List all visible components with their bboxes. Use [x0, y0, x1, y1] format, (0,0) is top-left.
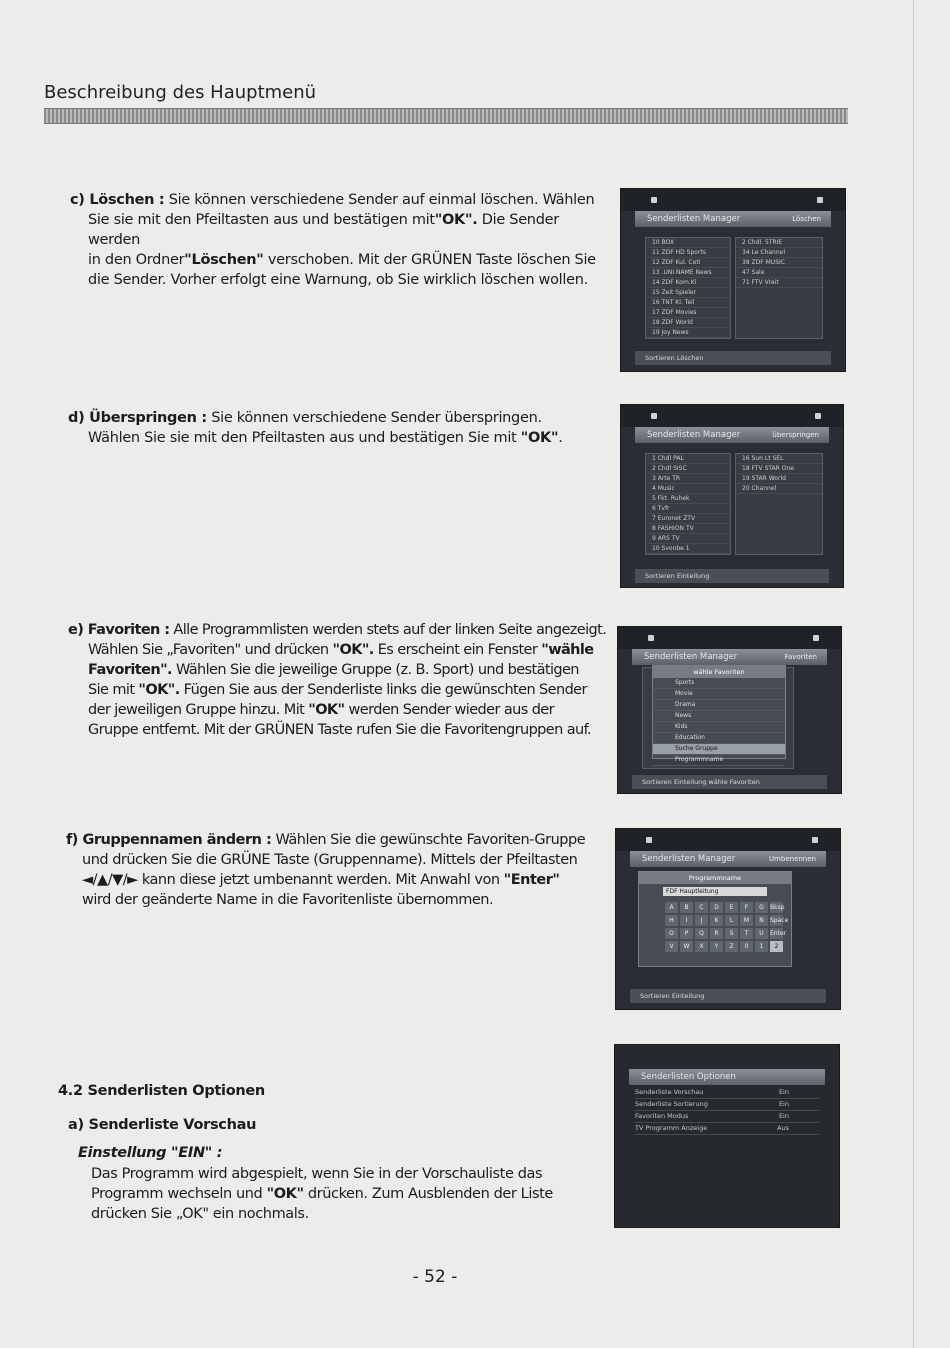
section-d-line: . [558, 430, 563, 446]
popup-item[interactable]: Education [653, 733, 785, 744]
key[interactable]: Space [770, 917, 789, 924]
option-row[interactable]: Senderliste Sortierung Ein [635, 1099, 819, 1111]
popup-item[interactable]: Movie [653, 689, 785, 700]
screen-footer: Sortieren Einteilung [635, 569, 829, 583]
section-d-text [68, 408, 608, 448]
options-text [91, 1164, 601, 1224]
key[interactable]: I [680, 915, 693, 926]
page-edge [913, 0, 914, 1348]
section-c-label: c) Löschen : [70, 192, 165, 208]
section-e-ok: "OK". [138, 682, 180, 698]
section-e-line: Fügen Sie aus der Senderliste links die gewünschten Sender [179, 682, 587, 698]
screen-left-list: 10 BOX 11 ZDF HD Sports 12 ZDF Kul. Ceti 13 .UNI.NAME News 14 ZDF Kom.Kl 15 Zeit Spieler 16 TNT Kl. Teil 17 ZDF Movies 18 ZDF World 19 Joy News [645, 237, 731, 339]
section-e-line: Gruppe entfernt. Mit der GRÜNEN Taste rufen Sie die Favoritengruppen auf. [88, 722, 592, 738]
key[interactable]: D [710, 902, 723, 913]
key[interactable]: 2 [770, 941, 783, 952]
section-f-line: kann diese jetzt umbenannt werden. Mit Anwahl von [137, 872, 504, 888]
popup-item[interactable]: Sports [653, 678, 785, 689]
options-line: drücken. Zum Ausblenden der Liste [303, 1186, 553, 1202]
section-f-label: f) Gruppennamen ändern : [66, 832, 272, 848]
section-e-ok: "OK". [332, 642, 374, 658]
popup-item[interactable]: Kids [653, 722, 785, 733]
option-row[interactable]: TV Programm Anzeige Aus [635, 1123, 819, 1135]
key[interactable]: M [740, 915, 753, 926]
screen-title: Senderlisten Manager überspringen [635, 427, 829, 443]
key[interactable]: V [665, 941, 678, 952]
section-e-label: e) Favoriten : [68, 622, 170, 638]
options-heading: 4.2 Senderlisten Optionen [58, 1083, 265, 1099]
section-e-line: Wählen Sie die jeweilige Gruppe (z. B. Sport) und bestätigen [171, 662, 579, 678]
key[interactable]: K [710, 915, 723, 926]
section-d-ok: "OK" [520, 430, 559, 446]
section-f-text [66, 830, 611, 910]
key[interactable]: R [710, 928, 723, 939]
key[interactable]: Q [695, 928, 708, 939]
key[interactable]: L [725, 915, 738, 926]
screen-title: Senderlisten Manager Favoriten [632, 649, 827, 665]
key[interactable]: O [665, 928, 678, 939]
options-subheading: a) Senderliste Vorschau [68, 1117, 257, 1133]
screenshot-gruppenname [615, 828, 841, 1010]
section-d-line: Wählen Sie sie mit den Pfeiltasten aus und bestätigen Sie mit [88, 430, 521, 446]
key[interactable]: F [740, 902, 753, 913]
section-e-ok: "OK" [308, 702, 345, 718]
page-number: - 52 - [412, 1267, 458, 1287]
section-f-line: wird der geänderte Name in die Favoritenliste übernommen. [82, 892, 494, 908]
screen-title: Senderlisten Optionen [629, 1069, 825, 1085]
section-e-favoriten: Favoriten". [88, 662, 172, 678]
screen-title: Senderlisten Manager Umbenennen [630, 851, 826, 867]
section-c-line: Die Sender werden [88, 212, 559, 248]
key[interactable]: B [680, 902, 693, 913]
popup-item[interactable]: News [653, 711, 785, 722]
screenshot-loeschen [620, 188, 846, 372]
key[interactable]: T [740, 928, 753, 939]
screen-footer: Sortieren Einteilung wähle Favoriten [632, 775, 827, 789]
section-f-line: Wählen Sie die gewünschte Favoriten-Gruppe [271, 832, 586, 848]
screen-topbar [621, 189, 845, 211]
section-e-waehle: "wähle [541, 642, 594, 658]
section-c-line: verschoben. Mit der GRÜNEN Taste löschen Sie [263, 252, 596, 268]
header-rule [44, 108, 848, 124]
option-row[interactable]: Favoriten Modus Ein [635, 1111, 819, 1123]
key[interactable]: Y [710, 941, 723, 952]
options-line: Das Programm wird abgespielt, wenn Sie in der Vorschauliste das [91, 1166, 543, 1182]
screen-footer: Sortieren Einteilung [630, 989, 826, 1003]
key[interactable]: C [695, 902, 708, 913]
section-e-line: werden Sender wieder aus der [344, 702, 554, 718]
key[interactable]: N [755, 915, 768, 926]
screen-topbar [618, 627, 841, 649]
rename-input[interactable]: FDF Hauptleitung [663, 887, 767, 896]
key[interactable]: G [755, 902, 768, 913]
section-c-line: die Sender. Vorher erfolgt eine Warnung, ob Sie wirklich löschen wollen. [88, 272, 588, 288]
key[interactable]: 1 [755, 941, 768, 952]
options-line: drücken Sie „OK" ein nochmals. [91, 1206, 309, 1222]
key[interactable]: S [725, 928, 738, 939]
options-setting: Einstellung "EIN" : [78, 1145, 223, 1161]
section-c-text [70, 190, 610, 290]
option-row[interactable]: Senderliste Vorschau Ein [635, 1087, 819, 1099]
section-c-line: Sie sie mit den Pfeiltasten aus und bestätigen mit [88, 212, 435, 228]
key[interactable]: X [695, 941, 708, 952]
section-e-line: Wählen Sie „Favoriten" und drücken [88, 642, 333, 658]
popup-title: wähle Favoriten [653, 666, 785, 678]
key[interactable]: 0 [740, 941, 753, 952]
section-e-line: Es erscheint ein Fenster [373, 642, 542, 658]
popup-item[interactable]: Suche Gruppe [653, 744, 785, 755]
screen-topbar [616, 829, 840, 851]
key[interactable]: P [680, 928, 693, 939]
section-c-line: in den Ordner [88, 252, 185, 268]
options-ok: "OK" [266, 1186, 304, 1202]
section-e-line: Sie mit [88, 682, 139, 698]
popup-item[interactable]: Programmname [653, 755, 785, 766]
popup-title: Programmname [639, 872, 791, 884]
key[interactable]: Enter [770, 930, 787, 937]
keyboard [665, 902, 789, 952]
options-line: Programm wechseln und [91, 1186, 267, 1202]
section-c-line: Sie können verschiedene Sender auf einmal löschen. Wählen [164, 192, 595, 208]
screenshot-favoriten [617, 626, 842, 794]
section-e-line: der jeweiligen Gruppe hinzu. Mit [88, 702, 309, 718]
screenshot-ueberspringen [620, 404, 844, 588]
section-e-text [68, 620, 613, 740]
section-d-label: d) Überspringen : [68, 410, 207, 426]
screen-left-list: 1 Chdl PAL 2 Chdl SISC 3 Arte TR 4 Music 5 Fkt. Ruhek 6 Tvfr 7 Euronet ZTV 8 FASHION TV 9 ARS TV 10 Svonbe 1 [645, 453, 731, 555]
section-c-ok: "OK". [434, 212, 478, 228]
key[interactable]: J [695, 915, 708, 926]
section-c-loeschen: "Löschen" [184, 252, 264, 268]
rename-popup [638, 871, 792, 967]
section-d-line: Sie können verschiedene Sender überspringen. [206, 410, 542, 426]
page-title: Beschreibung des Hauptmenü [44, 82, 317, 103]
popup-item[interactable]: Drama [653, 700, 785, 711]
screen-topbar [621, 405, 843, 427]
key[interactable]: A [665, 902, 678, 913]
screen-right-list: 16 Sun Lt SEL 18 FTV STAR One 19 STAR World 20 Channel [735, 453, 823, 555]
screen-title: Senderlisten Manager Löschen [635, 211, 831, 227]
key[interactable]: Z [725, 941, 738, 952]
key[interactable]: W [680, 941, 693, 952]
screen-footer: Sortieren Löschen [635, 351, 831, 365]
section-f-enter: "Enter" [503, 872, 560, 888]
key[interactable]: E [725, 902, 738, 913]
key[interactable]: U [755, 928, 768, 939]
section-e-line: Alle Programmlisten werden stets auf der linken Seite angezeigt. [169, 622, 607, 638]
screen-right-list: 2 Chdl. 5TRIE 34 Le Channel 38 ZDF MUSIC 47 Sale 71 FTV Vreit [735, 237, 823, 339]
screenshot-optionen [614, 1044, 840, 1228]
favoriten-popup [652, 665, 786, 763]
key[interactable]: Bksp [770, 904, 785, 911]
section-f-line: und drücken Sie die GRÜNE Taste (Gruppenname). Mittels der Pfeiltasten [82, 852, 578, 868]
key[interactable]: H [665, 915, 678, 926]
arrow-keys-icon: ◄/▲/▼/► [82, 872, 138, 888]
